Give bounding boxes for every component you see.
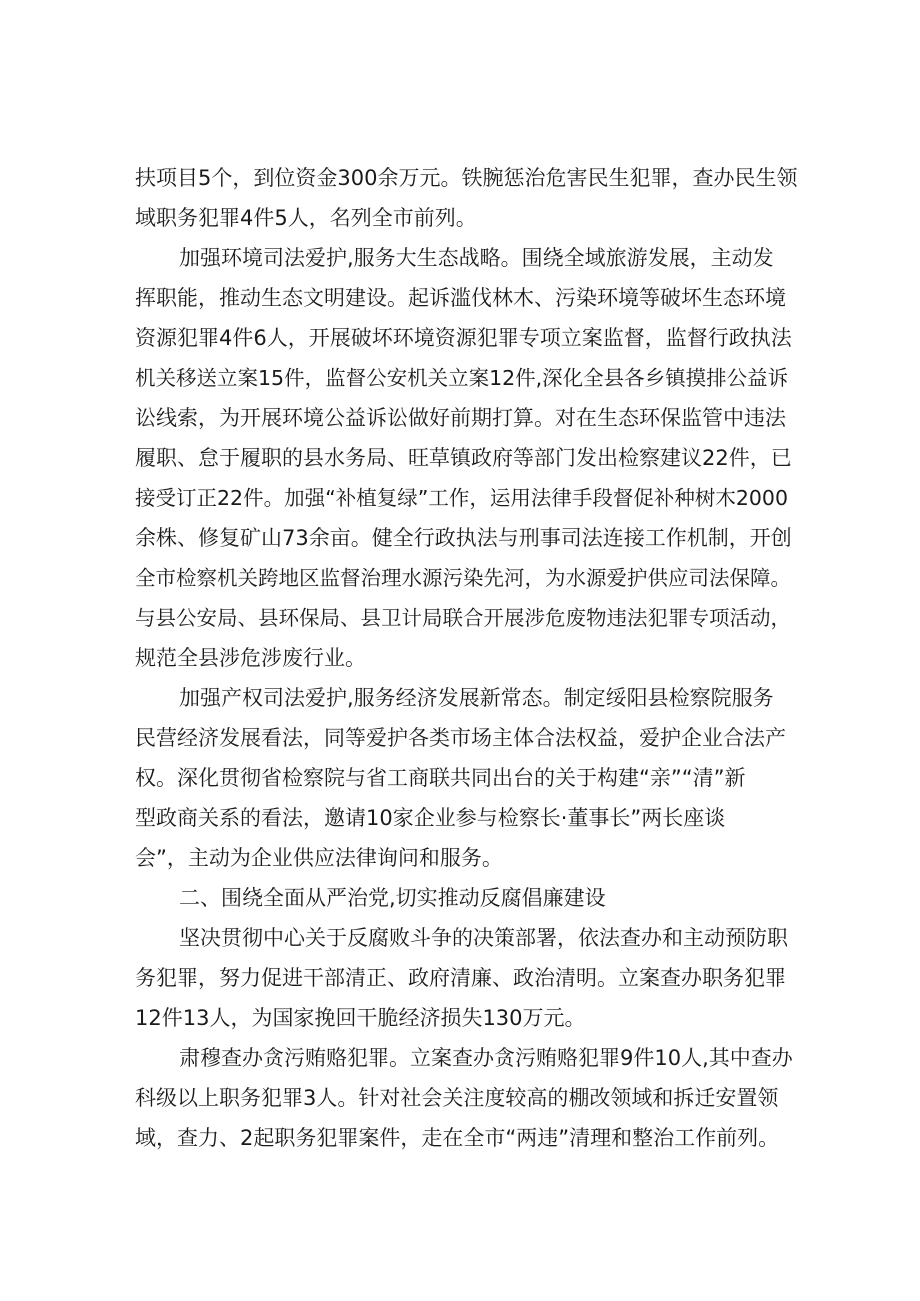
text-line: 全市检察机关跨地区监督治理水源污染先河，为水源爱护供应司法保障。 — [135, 566, 791, 590]
text-line: 权。深化贯彻省检察院与省工商联共同出台的关于构建“亲”“清”新 — [135, 766, 746, 790]
text-line: 民营经济发展看法，同等爱护各类市场主体合法权益，爱护企业合法产 — [135, 726, 786, 750]
text-line: 12件13人，为国家挽回干脆经济损失130万元。 — [135, 1006, 586, 1030]
text-line: 加强产权司法爱护,服务经济发展新常态。制定绥阳县检察院服务 — [179, 686, 774, 710]
text-line: 会”，主动为企业供应法律询问和服务。 — [135, 846, 503, 870]
text-line: 接受订正22件。加强“补植复绿”工作，运用法律手段督促补种树木2000 — [135, 486, 788, 510]
text-line: 履职、怠于履职的县水务局、旺草镇政府等部门发出检察建议22件，已 — [135, 446, 792, 470]
text-line: 科级以上职务犯罪3人。针对社会关注度较高的棚改领域和拆迁安置领 — [135, 1086, 779, 1110]
text-line: 务犯罪，努力促进干部清正、政府清廉、政治清明。立案查办职务犯罪 — [135, 966, 786, 990]
text-line: 规范全县涉危涉废行业。 — [135, 646, 366, 670]
text-line: 讼线索，为开展环境公益诉讼做好前期打算。对在生态环保监管中违法 — [135, 406, 786, 430]
text-line: 域，查力、2起职务犯罪案件，走在全市“两违”清理和整治工作前列。 — [135, 1126, 780, 1150]
text-line: 机关移送立案15件，监督公安机关立案12件,深化全县各乡镇摸排公益诉 — [135, 366, 789, 390]
text-line: 与县公安局、县环保局、县卫计局联合开展涉危废物违法犯罪专项活动， — [135, 606, 791, 630]
text-line: 坚决贯彻中心关于反腐败斗争的决策部署，依法查办和主动预防职 — [179, 926, 788, 950]
text-line: 资源犯罪4件6人，开展破坏环境资源犯罪专项立案监督，监督行政执法 — [135, 326, 792, 350]
text-line: 挥职能，推动生态文明建设。起诉滥伐林木、污染环境等破坏生态环境 — [135, 286, 786, 310]
document-body — [135, 158, 800, 1158]
text-line: 扶项目5个，到位资金300余万元。铁腕惩治危害民生犯罪，查办民生领 — [135, 166, 798, 190]
text-line: 加强环境司法爱护,服务大生态战略。围绕全域旅游发展，主动发 — [179, 246, 774, 270]
text-line: 型政商关系的看法，邀请10家企业参与检察长·董事长”两长座谈 — [135, 806, 726, 830]
text-line: 余株、修复矿山73余亩。健全行政执法与刑事司法连接工作机制，开创 — [135, 526, 792, 550]
text-line: 域职务犯罪4件5人，名列全市前列。 — [135, 206, 477, 230]
text-line: 肃穆查办贪污贿赂犯罪。立案查办贪污贿赂犯罪9件10人,其中查办 — [179, 1046, 793, 1070]
text-line: 二、围绕全面从严治党,切实推动反腐倡廉建设 — [179, 886, 606, 910]
